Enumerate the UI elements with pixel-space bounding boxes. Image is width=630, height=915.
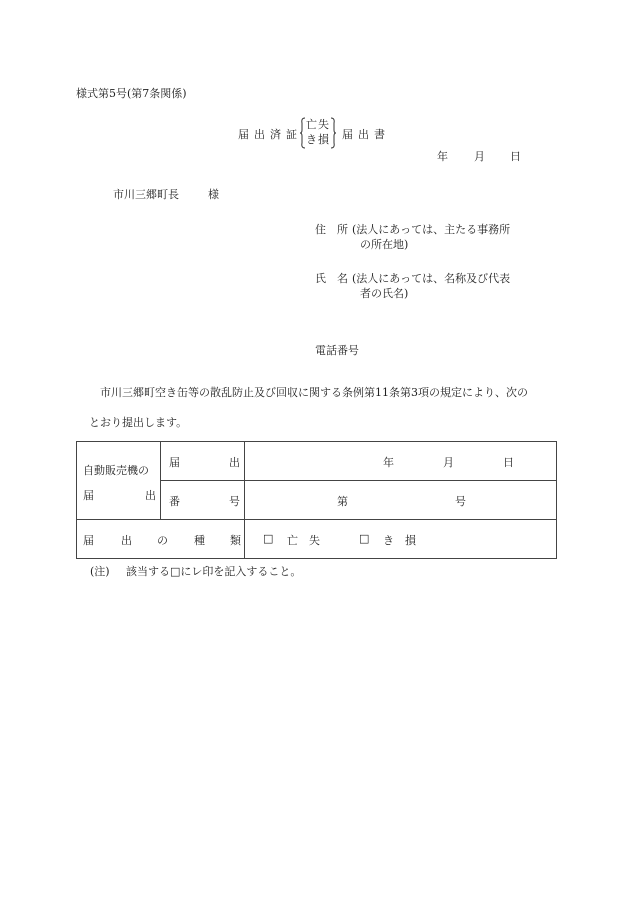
vending-machine-table	[76, 441, 557, 559]
addressee-honorific: 様	[208, 188, 219, 201]
address-note-line1: (法人にあっては、主たる事務所	[352, 223, 511, 236]
note-label: (注)	[90, 565, 110, 578]
name-label: 氏 名	[315, 272, 348, 285]
group-label-line2b: 出	[145, 488, 156, 502]
name-note-line2: 者の氏名)	[360, 287, 409, 300]
row2-suffix: 号	[455, 495, 466, 508]
addressee-name: 市川三郷町長	[113, 188, 179, 201]
lost-checkbox[interactable]: □	[263, 532, 274, 545]
submission-date-field[interactable]	[245, 442, 557, 481]
table-row	[77, 520, 557, 559]
group-label-line1: 自動販売機の	[83, 463, 149, 477]
damaged-checkbox[interactable]: □	[359, 532, 370, 545]
group-label-cell	[77, 442, 161, 520]
title-options-group	[300, 117, 336, 149]
row3-label-char: 届	[83, 534, 94, 547]
row2-label-b: 号	[229, 495, 240, 508]
title-option-damaged: き損	[306, 133, 330, 146]
body-line-2: とおり提出します。	[89, 416, 188, 429]
date-year: 年	[437, 150, 448, 163]
address-label: 住 所	[315, 223, 348, 236]
submission-number-field[interactable]	[245, 481, 557, 520]
row3-label-cell	[77, 520, 245, 559]
row3-label-char: 種	[194, 534, 205, 547]
row3-label-char: 類	[230, 534, 241, 547]
title-right-text: 届出書	[342, 128, 390, 141]
lost-option-label: 亡 失	[287, 534, 320, 547]
type-options-cell	[245, 520, 557, 559]
row3-label-char: 出	[121, 534, 132, 547]
row1-label-b: 出	[229, 456, 240, 469]
date-day: 日	[510, 150, 521, 163]
form-number: 様式第5号(第7条関係)	[76, 87, 187, 100]
row1-month: 月	[443, 456, 454, 469]
row2-prefix: 第	[337, 495, 348, 508]
title-option-lost: 亡失	[306, 118, 330, 131]
table-row	[77, 442, 557, 481]
row1-label-cell	[161, 442, 245, 481]
phone-label: 電話番号	[315, 344, 359, 357]
date-month: 月	[474, 150, 485, 163]
body-line-1: 市川三郷町空き缶等の散乱防止及び回収に関する条例第11条第3項の規定により、次の	[100, 386, 528, 399]
title-left-text: 届出済証	[238, 128, 302, 141]
row1-label-a: 届	[169, 456, 180, 469]
damaged-option-label: き 損	[383, 534, 416, 547]
row3-label-char: の	[157, 534, 168, 547]
row1-day: 日	[503, 456, 514, 469]
note-text: 該当する□にレ印を記入すること。	[126, 565, 302, 578]
group-label-line2a: 届	[83, 488, 94, 502]
row2-label-a: 番	[169, 495, 180, 508]
address-note-line2: の所在地)	[360, 238, 409, 251]
row2-label-cell	[161, 481, 245, 520]
row1-year: 年	[383, 456, 394, 469]
name-note-line1: (法人にあっては、名称及び代表	[352, 272, 511, 285]
